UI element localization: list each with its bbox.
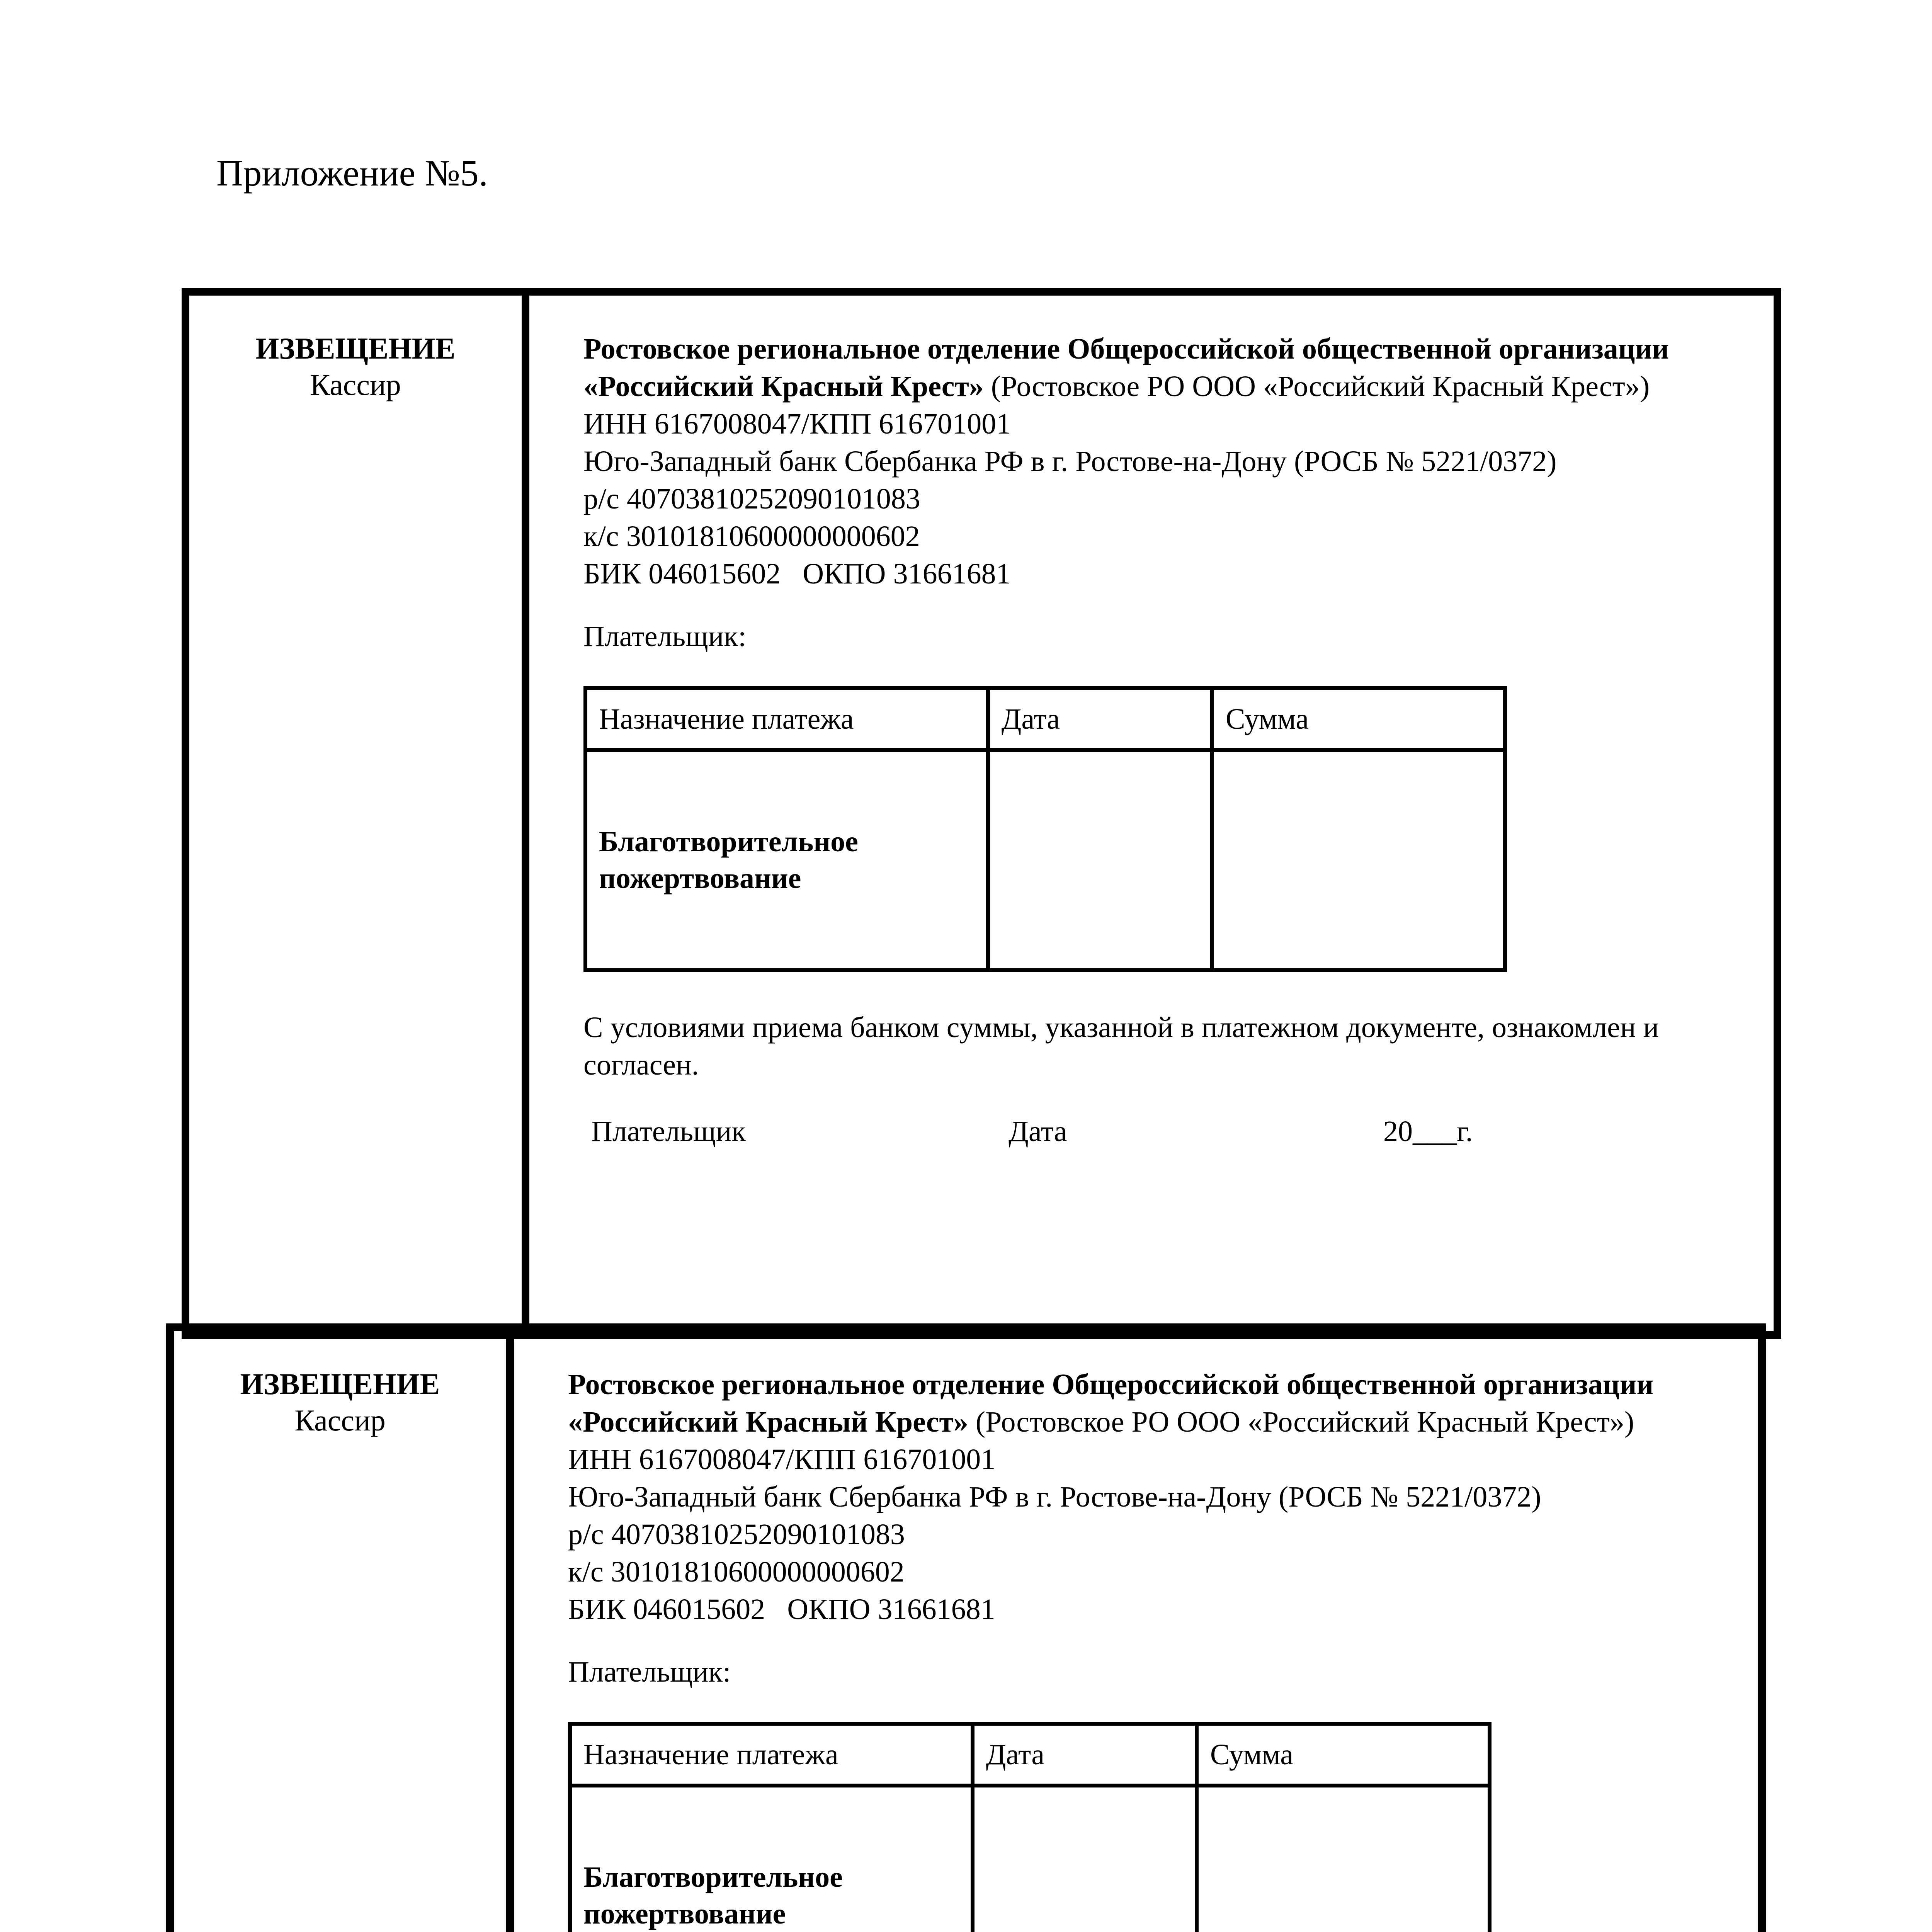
table-row [585, 750, 1505, 970]
header-sum: Сумма [1197, 1724, 1490, 1786]
notice-title: ИЗВЕЩЕНИЕ [255, 332, 456, 365]
account-number: р/с 40703810252090101083 [583, 483, 920, 515]
recipient-short-name: (Ростовское РО ООО «Российский Красный Крест») [968, 1406, 1634, 1438]
notice-title: ИЗВЕЩЕНИЕ [240, 1367, 440, 1401]
bank-name: Юго-Западный банк Сбербанка РФ в г. Ростове-на-Дону (РОСБ № 5221/0372) [583, 445, 1557, 478]
corr-account-number: к/с 30101810600000000602 [583, 520, 920, 553]
header-date: Дата [988, 688, 1212, 750]
recipient-name: Ростовское региональное отделение Общероссийской общественной организации «Российский Красный Крест» [568, 1368, 1654, 1438]
payer-caption: Плательщик: [568, 1656, 731, 1688]
header-purpose: Назначение платежа [585, 688, 988, 750]
bik-okpo: БИК 046015602 ОКПО 31661681 [583, 558, 1011, 590]
recipient-details [568, 1366, 1700, 1628]
payment-table [568, 1722, 1492, 1932]
recipient-details [583, 330, 1716, 593]
date-cell[interactable] [973, 1786, 1197, 1932]
signature-row [583, 1113, 1750, 1155]
table-header-row [570, 1724, 1490, 1786]
payer-caption: Плательщик: [583, 620, 747, 653]
date-cell[interactable] [988, 750, 1212, 970]
sum-cell[interactable] [1197, 1786, 1490, 1932]
inn-kpp: ИНН 6167008047/КПП 616701001 [583, 408, 1011, 440]
slip-body [514, 1331, 1758, 1932]
header-date: Дата [973, 1724, 1197, 1786]
slip-body [529, 296, 1774, 1331]
table-row [570, 1786, 1490, 1932]
purpose-cell: Благотворительное пожертвование [585, 750, 988, 970]
payment-table [583, 686, 1507, 972]
recipient-short-name: (Ростовское РО ООО «Российский Красный Крест») [983, 370, 1650, 403]
cashier-label: Кассир [294, 1403, 386, 1437]
date-label: Дата [1009, 1115, 1067, 1148]
header-purpose: Назначение платежа [570, 1724, 973, 1786]
recipient-name: Ростовское региональное отделение Общероссийской общественной организации «Российский Красный Крест» [583, 333, 1669, 403]
corr-account-number: к/с 30101810600000000602 [568, 1556, 905, 1588]
purpose-cell: Благотворительное пожертвование [570, 1786, 973, 1932]
year-label: 20___г. [1383, 1115, 1473, 1148]
payment-slip [166, 1323, 1766, 1932]
sum-cell[interactable] [1212, 750, 1505, 970]
terms-text: С условиями приема банком суммы, указанной в платежном документе, ознакомлен и согласен. [583, 1011, 1659, 1081]
notice-column [189, 296, 529, 1331]
bank-name: Юго-Западный банк Сбербанка РФ в г. Ростове-на-Дону (РОСБ № 5221/0372) [568, 1481, 1541, 1513]
inn-kpp: ИНН 6167008047/КПП 616701001 [568, 1443, 996, 1476]
notice-column [174, 1331, 514, 1932]
bik-okpo: БИК 046015602 ОКПО 31661681 [568, 1593, 995, 1626]
page-heading: Приложение №5. [216, 152, 488, 194]
payer-signature-label: Плательщик [591, 1115, 746, 1148]
cashier-label: Кассир [310, 367, 401, 401]
table-header-row [585, 688, 1505, 750]
payment-slip [182, 288, 1781, 1339]
header-sum: Сумма [1212, 688, 1505, 750]
account-number: р/с 40703810252090101083 [568, 1518, 905, 1551]
